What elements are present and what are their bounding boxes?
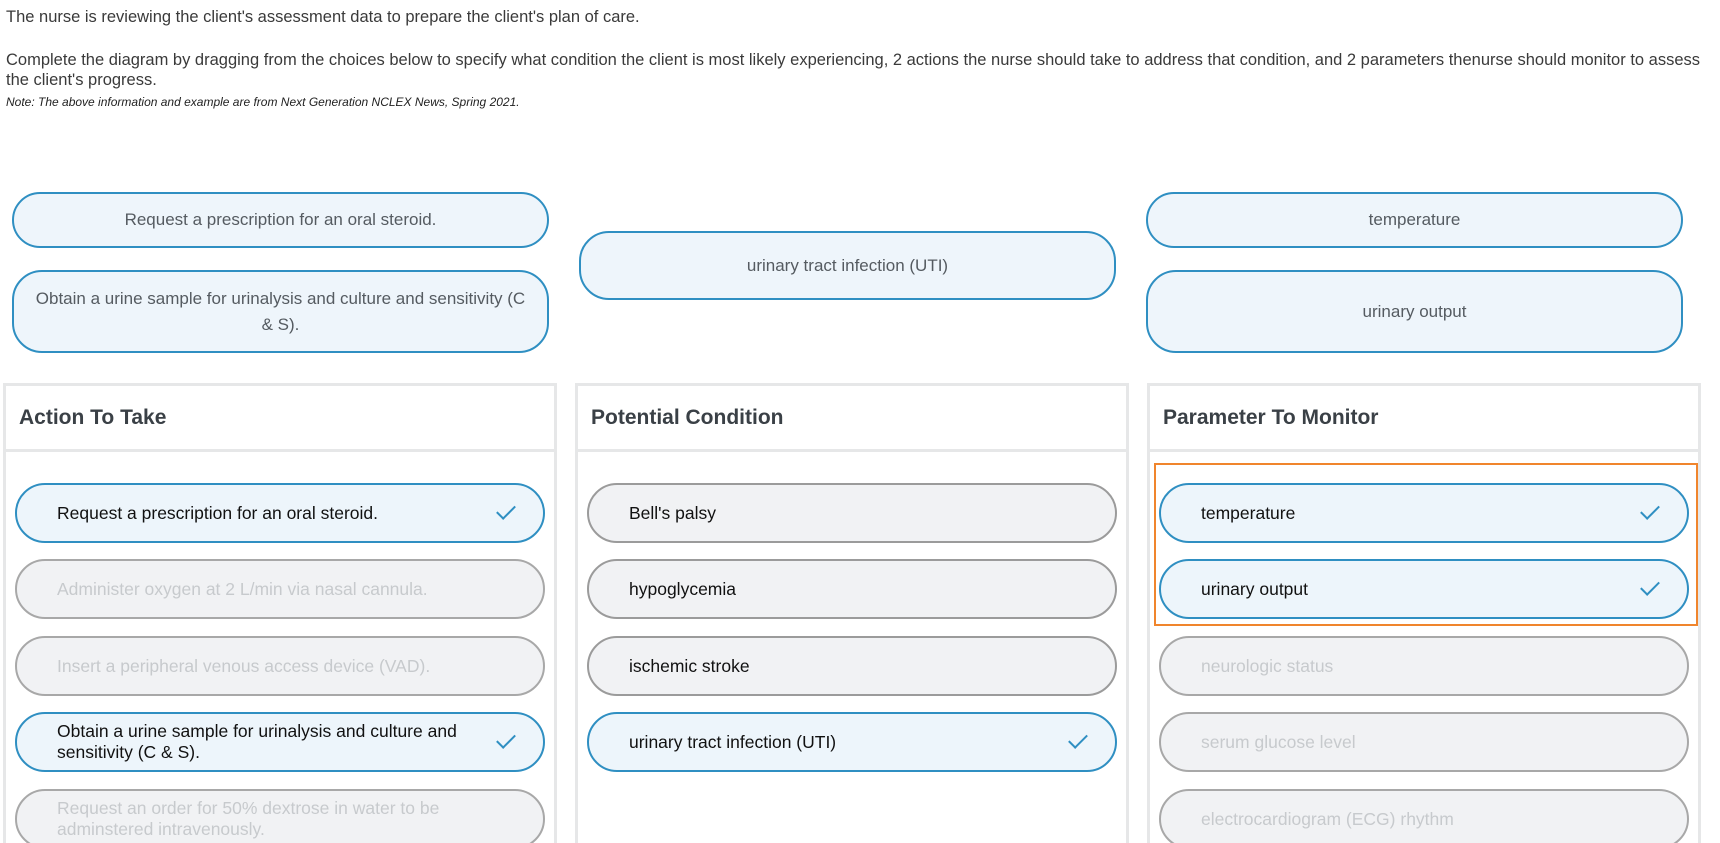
- actions-column-title: Action To Take: [6, 386, 554, 452]
- option-label: neurologic status: [1201, 655, 1334, 676]
- condition-option[interactable]: [587, 483, 1117, 543]
- option-label: Request an order for 50% dextrose in water to be adminstered intravenously.: [57, 798, 440, 839]
- conditions-column: [575, 383, 1129, 843]
- actions-column: [3, 383, 557, 843]
- option-label: Obtain a urine sample for urinalysis and culture and sensitivity (C & S).: [57, 721, 457, 762]
- condition-option[interactable]: [587, 636, 1117, 696]
- question-note: Note: The above information and example are from Next Generation NCLEX News, Spring 2021.: [6, 95, 520, 109]
- option-label: electrocardiogram (ECG) rhythm: [1201, 808, 1454, 829]
- parameter-option[interactable]: [1159, 712, 1689, 772]
- selected-parameters-highlight: [1154, 463, 1698, 626]
- conditions-column-title: Potential Condition: [578, 386, 1126, 452]
- option-label: hypoglycemia: [629, 578, 736, 599]
- parameters-column-title: Parameter To Monitor: [1150, 386, 1698, 452]
- check-icon: [496, 500, 516, 520]
- action-option[interactable]: [15, 636, 545, 696]
- diagram-condition-slot[interactable]: urinary tract infection (UTI): [579, 231, 1116, 300]
- option-label: Administer oxygen at 2 L/min via nasal cannula.: [57, 578, 428, 599]
- diagram-parameter-slot-2[interactable]: urinary output: [1146, 270, 1683, 353]
- option-label: temperature: [1201, 502, 1296, 523]
- option-label: urinary output: [1201, 578, 1309, 599]
- diagram-action-slot-1[interactable]: Request a prescription for an oral steroid.: [12, 192, 549, 248]
- action-option[interactable]: [15, 559, 545, 619]
- action-option[interactable]: [15, 712, 545, 772]
- option-label: serum glucose level: [1201, 731, 1356, 752]
- parameter-option[interactable]: [1159, 636, 1689, 696]
- diagram-action-slot-2[interactable]: Obtain a urine sample for urinalysis and culture and sensitivity (C & S).: [12, 270, 549, 353]
- condition-option[interactable]: [587, 712, 1117, 772]
- parameter-option[interactable]: [1159, 789, 1689, 843]
- action-option[interactable]: [15, 483, 545, 543]
- question-line: The nurse is reviewing the client's assessment data to prepare the client's plan of care.: [6, 8, 640, 26]
- option-label: Request a prescription for an oral steroid.: [57, 502, 378, 523]
- question-stem: [6, 7, 1720, 110]
- option-label: ischemic stroke: [629, 655, 750, 676]
- action-option[interactable]: [15, 789, 545, 843]
- question-instructions: Complete the diagram by dragging from the choices below to specify what condition the client is most likely experiencing, 2 actions the nurse should take to address that condition, and 2 parameters thenurse should monitor to assess the client's progress.: [6, 51, 1701, 89]
- option-label: Bell's palsy: [629, 502, 716, 523]
- check-icon: [496, 729, 516, 749]
- option-label: urinary tract infection (UTI): [629, 731, 837, 752]
- diagram-parameter-slot-1[interactable]: temperature: [1146, 192, 1683, 248]
- option-label: Insert a peripheral venous access device (VAD).: [57, 655, 431, 676]
- check-icon: [1068, 729, 1088, 749]
- condition-option[interactable]: [587, 559, 1117, 619]
